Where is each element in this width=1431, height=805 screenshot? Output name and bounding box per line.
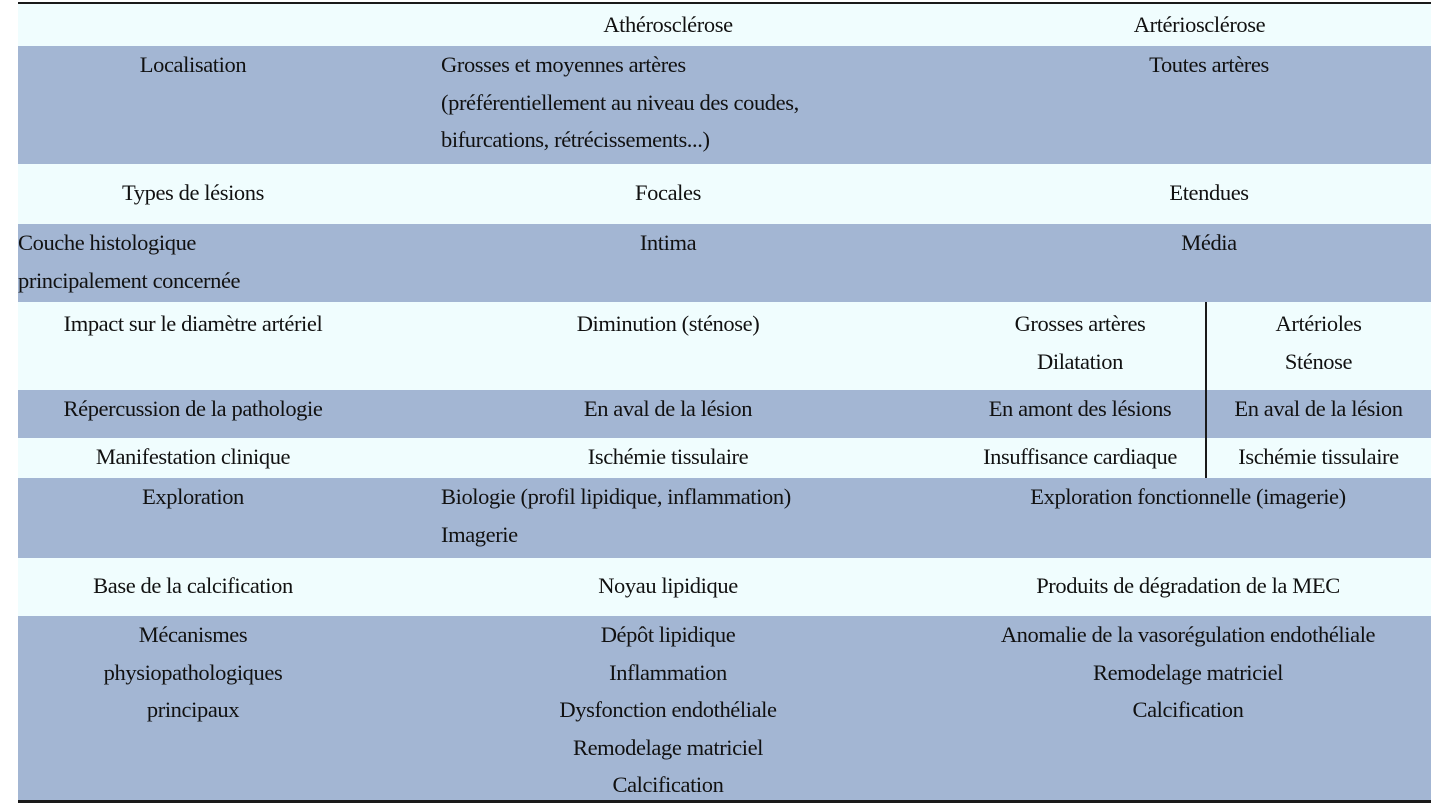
athero-value: Biologie (profil lipidique, inflammation) Imagerie <box>441 484 791 547</box>
arterio-large-arteries-value: En amont des lésions <box>988 396 1172 421</box>
row-label: Types de lésions <box>121 180 264 205</box>
table-row-base-calcification <box>18 558 1431 616</box>
arterio-value: Exploration fonctionnelle (imagerie) <box>1030 484 1346 509</box>
arterio-value: Anomalie de la vasorégulation endothéliale Remodelage matriciel Calcification <box>1000 622 1376 722</box>
athero-value: Dépôt lipidique Inflammation Dysfonction endothéliale Remodelage matriciel Calcification <box>559 622 777 797</box>
table-row-exploration <box>18 478 1431 558</box>
table-row-couche-histologique <box>18 224 1431 302</box>
arterio-large-arteries-value: Insuffisance cardiaque <box>983 444 1177 469</box>
arterio-arterioles-value: Artérioles Sténose <box>1275 311 1362 374</box>
athero-value: Grosses et moyennes artères (préférentiellement au niveau des coudes, bifurcations, rétrécissements...) <box>441 52 799 152</box>
row-label: Impact sur le diamètre artériel <box>63 311 323 336</box>
table-row-repercussion <box>18 390 1431 438</box>
table-header-row <box>18 4 1431 46</box>
comparison-table <box>18 0 1431 805</box>
arterio-value: Etendues <box>1169 180 1249 205</box>
table-row-manifestation-clinique <box>18 438 1431 478</box>
arterio-arterioles-value: En aval de la lésion <box>1234 396 1403 421</box>
table-row-types-lesions <box>18 164 1431 224</box>
athero-value: Diminution (sténose) <box>576 311 760 336</box>
row-label: Répercussion de la pathologie <box>63 396 323 421</box>
athero-value: En aval de la lésion <box>583 396 753 421</box>
row-label: Exploration <box>142 484 244 509</box>
arterio-value: Toutes artères <box>1149 52 1269 77</box>
table-row-localisation <box>18 46 1431 164</box>
header-atherosclerose: Athérosclérose <box>603 12 733 37</box>
arterio-value: Produits de dégradation de la MEC <box>1036 573 1340 598</box>
table-row-mecanismes <box>18 616 1431 800</box>
table-row-impact-diametre <box>18 302 1431 390</box>
row-label: Manifestation clinique <box>95 444 291 469</box>
athero-value: Intima <box>639 230 697 255</box>
athero-value: Ischémie tissulaire <box>587 444 749 469</box>
arterio-large-arteries-value: Grosses artères Dilatation <box>1014 311 1146 374</box>
row-label: Mécanismes physiopathologiques principaux <box>103 622 283 722</box>
table-bottom-rule <box>18 800 1431 803</box>
header-arteriosclerose: Artériosclérose <box>1133 12 1266 37</box>
arterio-value: Média <box>1181 230 1237 255</box>
arterio-subcolumn-divider <box>1205 302 1207 478</box>
row-label: Localisation <box>139 52 247 77</box>
row-label: Couche histologique principalement concernée <box>18 230 241 293</box>
arterio-arterioles-value: Ischémie tissulaire <box>1238 444 1399 469</box>
athero-value: Noyau lipidique <box>598 573 738 598</box>
athero-value: Focales <box>635 180 701 205</box>
row-label: Base de la calcification <box>93 573 293 598</box>
